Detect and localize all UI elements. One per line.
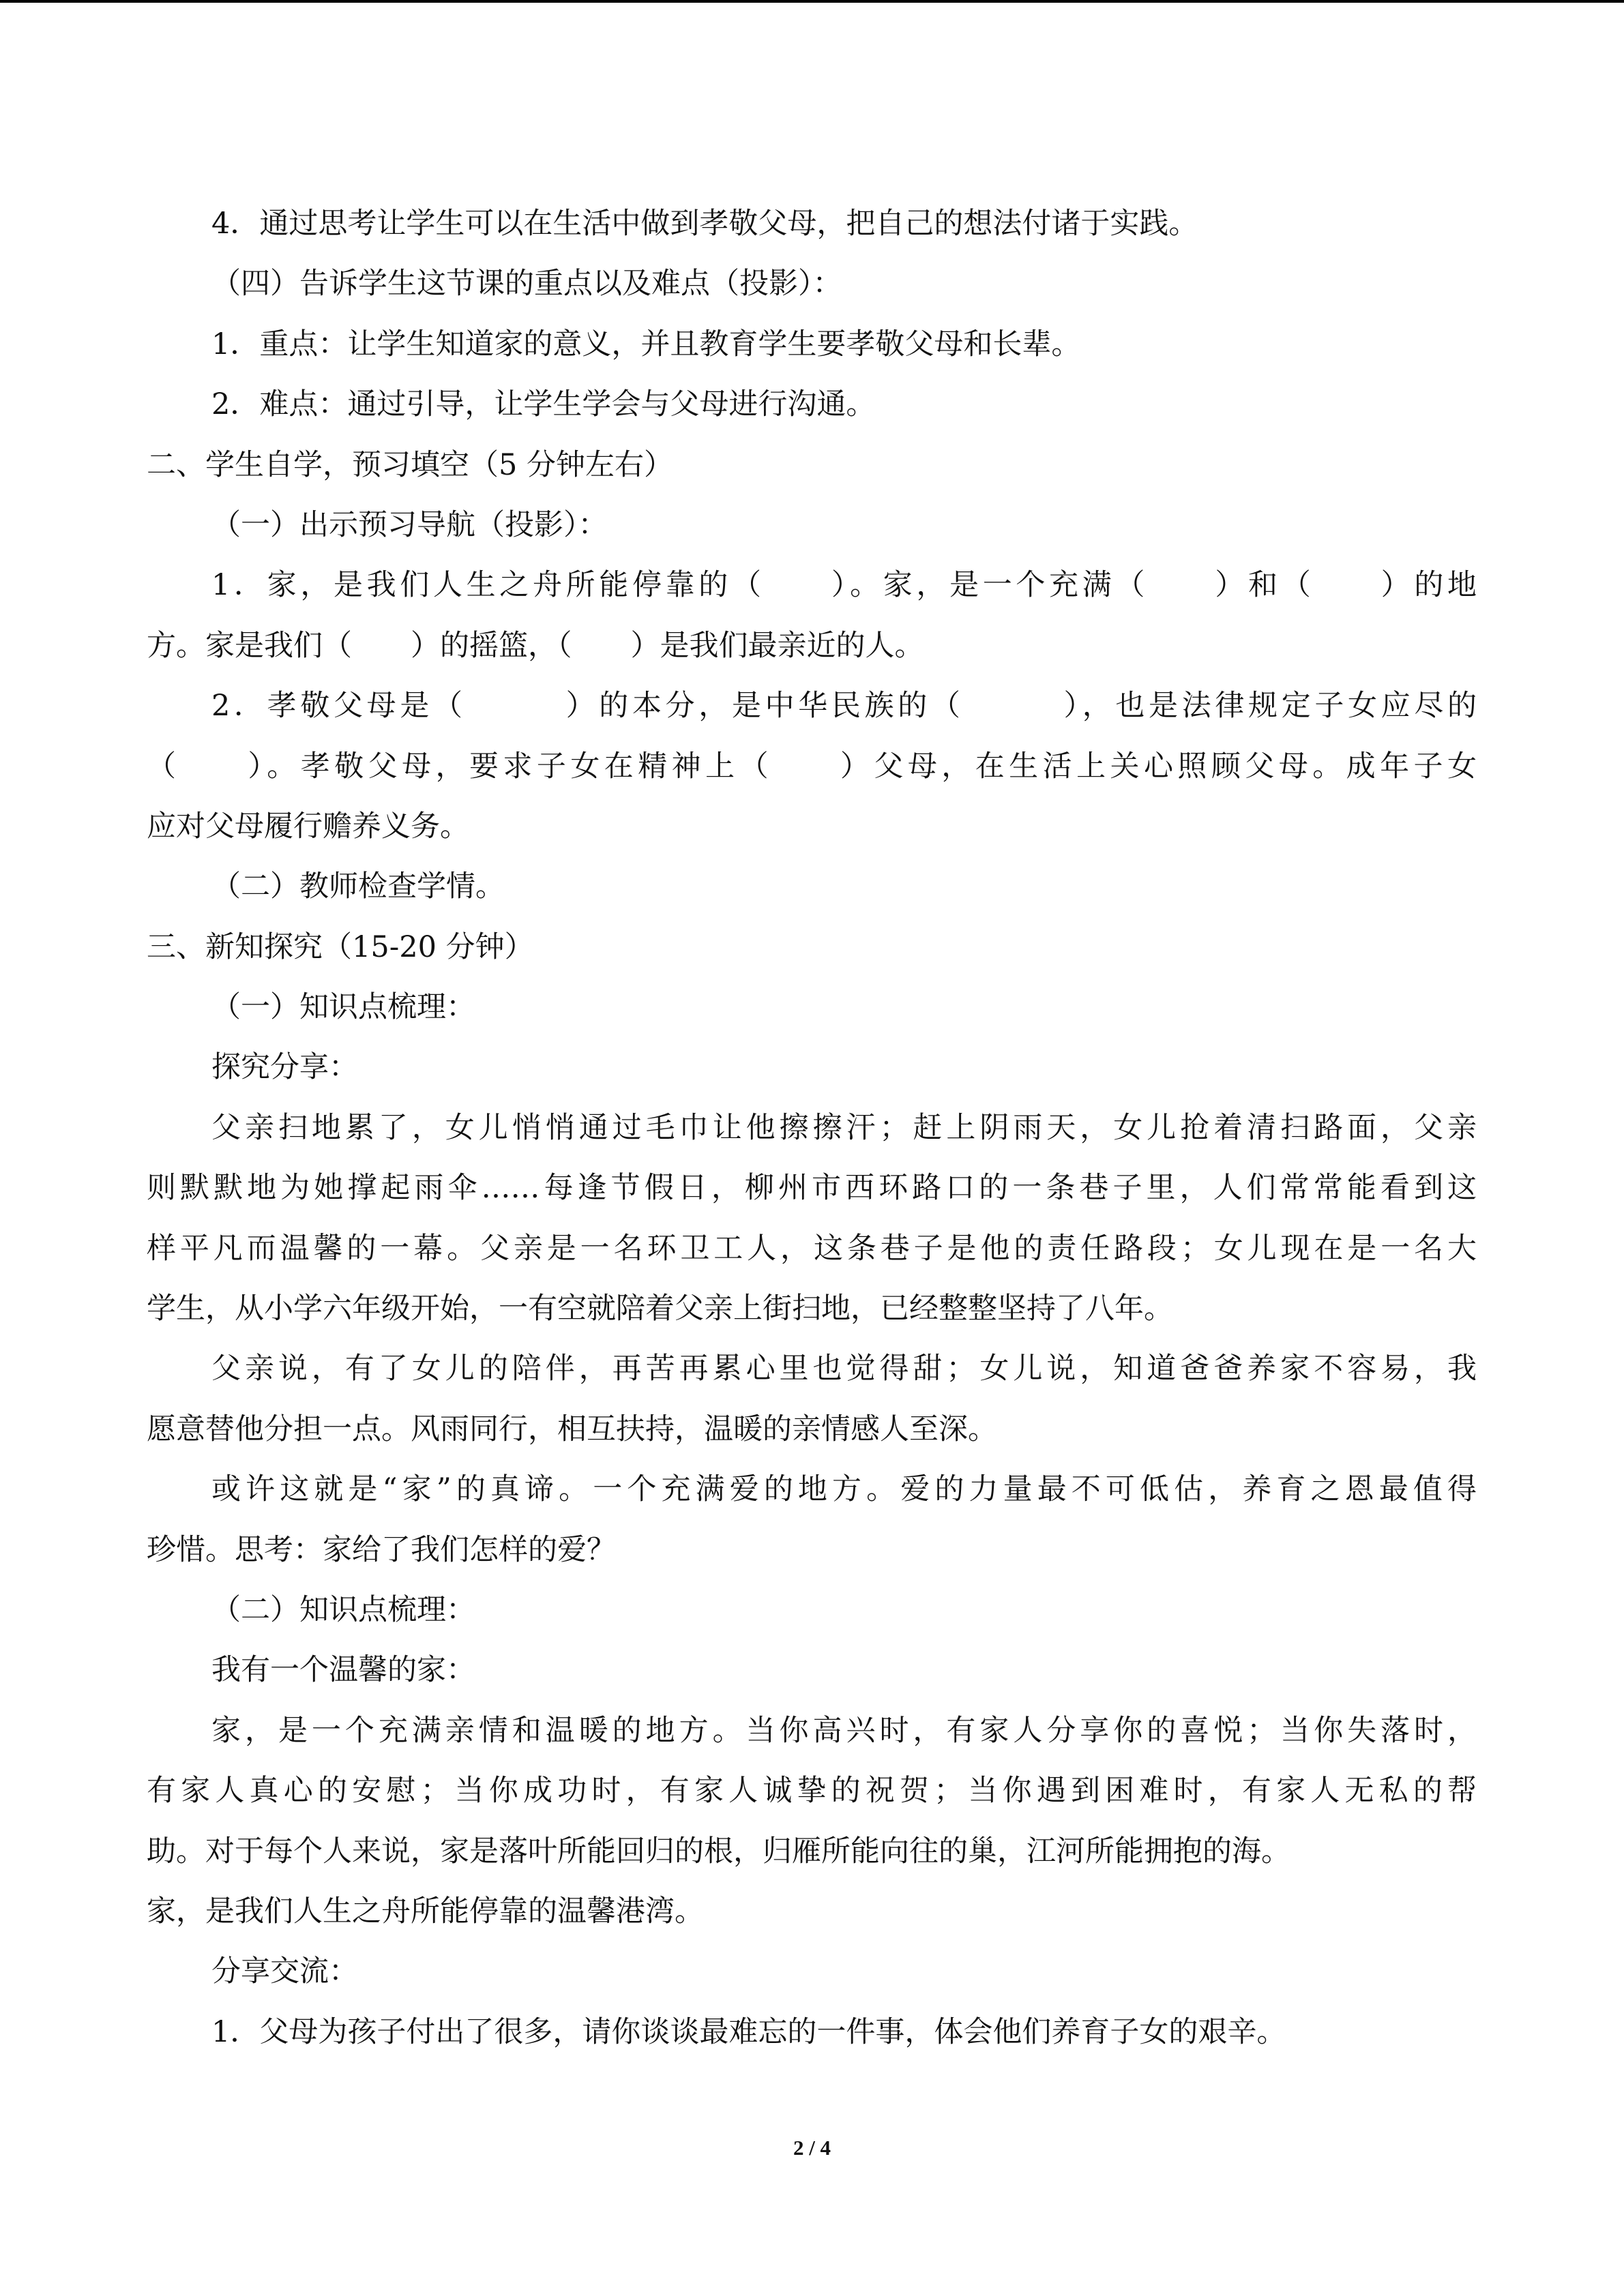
part-3-heading: 三、新知探究（15-20 分钟） [147, 929, 534, 964]
home-line-3: 助。对于每个人来说，家是落叶所能回归的根，归雁所能向往的巢，江河所能拥抱的海。 [147, 1834, 1290, 1868]
home-line-4: 家，是我们人生之舟所能停靠的温馨港湾。 [147, 1894, 704, 1928]
story-line-6: 愿意替他分担一点。风雨同行，相互扶持，温暖的亲情感人至深。 [147, 1412, 997, 1446]
difficult-point: 2．难点：通过引导，让学生学会与父母进行沟通。 [211, 387, 876, 422]
story-line-5: 父亲说，有了女儿的陪伴，再苦再累心里也觉得甜；女儿说，知道爸爸养家不容易，我 [211, 1352, 1477, 1386]
share-question-1: 1．父母为孩子付出了很多，请你谈谈最难忘的一件事，体会他们养育子女的艰辛。 [211, 2014, 1286, 2049]
key-point: 1．重点：让学生知道家的意义，并且教育学生要孝敬父母和长辈。 [211, 327, 1081, 361]
section-4-heading: （四）告诉学生这节课的重点以及难点（投影）： [211, 267, 842, 301]
top-border-rule [0, 0, 1624, 3]
warm-home-label: 我有一个温馨的家： [211, 1653, 475, 1688]
page-number: 2 / 4 [793, 2136, 831, 2160]
document-body [147, 209, 1477, 2077]
home-line-1: 家，是一个充满亲情和温暖的地方。当你高兴时，有家人分享你的喜悦；当你失落时， [211, 1713, 1477, 1748]
fill-blank-2-line-1: 2．孝敬父母是（ ）的本分，是中华民族的（ ），也是法律规定子女应尽的 [211, 689, 1477, 724]
knowledge-heading-2: （二）知识点梳理： [211, 1592, 475, 1627]
objective-4: 4．通过思考让学生可以在生活中做到孝敬父母，把自己的想法付诸于实践。 [211, 207, 1198, 241]
fill-blank-1-line-1: 1．家，是我们人生之舟所能停靠的（ ）。家，是一个充满（ ）和（ ）的地 [211, 568, 1477, 603]
teacher-check-heading: （二）教师检查学情。 [211, 869, 505, 904]
explore-share-label: 探究分享： [211, 1050, 358, 1085]
story-line-2: 则默默地为她撑起雨伞……每逢节假日，柳州市西环路口的一条巷子里，人们常常能看到这 [147, 1171, 1477, 1206]
part-2-heading: 二、学生自学，预习填空（5 分钟左右） [147, 447, 674, 482]
share-exchange-label: 分享交流： [211, 1954, 358, 1989]
story-line-1: 父亲扫地累了，女儿悄悄通过毛巾让他擦擦汗；赶上阴雨天，女儿抢着清扫路面，父亲 [211, 1110, 1477, 1145]
fill-blank-1-line-2: 方。家是我们（ ）的摇篮，（ ）是我们最亲近的人。 [147, 628, 924, 663]
home-line-2: 有家人真心的安慰；当你成功时，有家人诚挚的祝贺；当你遇到困难时，有家人无私的帮 [147, 1774, 1477, 1808]
fill-blank-2-line-3: 应对父母履行赡养义务。 [147, 809, 469, 844]
story-line-7: 或许这就是“家”的真谛。一个充满爱的地方。爱的力量最不可低估，养育之恩最值得 [211, 1472, 1477, 1507]
story-line-8: 珍惜。思考：家给了我们怎样的爱？ [147, 1532, 616, 1567]
story-line-3: 样平凡而温馨的一幕。父亲是一名环卫工人，这条巷子是他的责任路段；女儿现在是一名大 [147, 1231, 1477, 1266]
fill-blank-2-line-2: （ ）。孝敬父母，要求子女在精神上（ ）父母，在生活上关心照顾父母。成年子女 [147, 749, 1477, 784]
knowledge-heading-1: （一）知识点梳理： [211, 990, 475, 1025]
preview-guide-heading: （一）出示预习导航（投影）： [211, 507, 608, 542]
story-line-4: 学生，从小学六年级开始，一有空就陪着父亲上街扫地，已经整整坚持了八年。 [147, 1292, 1173, 1326]
